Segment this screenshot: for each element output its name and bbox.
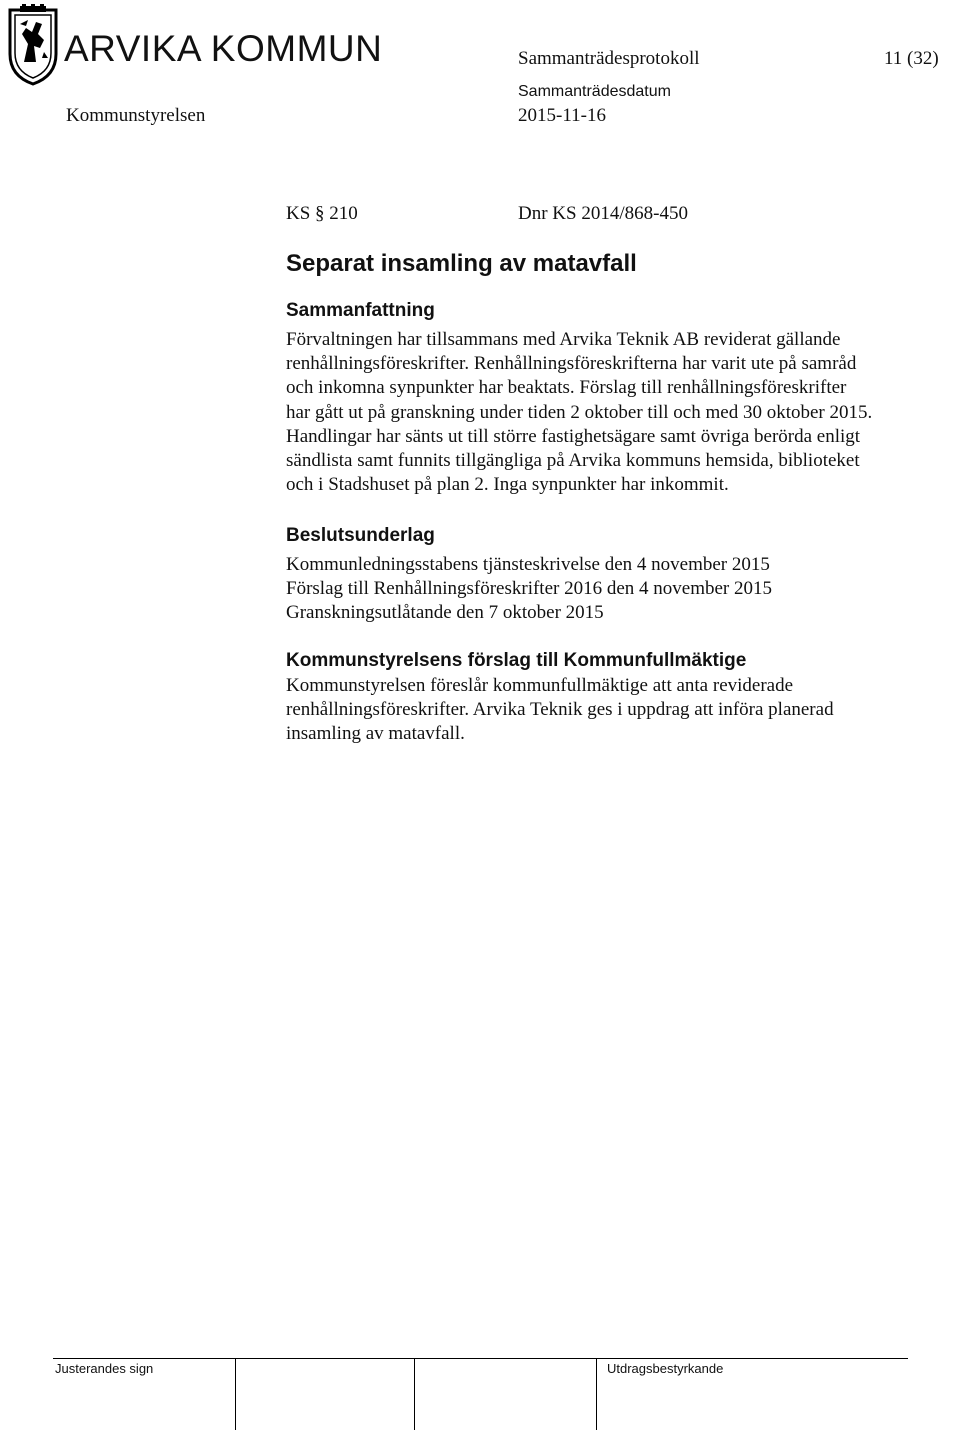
summary-line: Handlingar har sänts ut till större fastighetsägare samt övriga berörda enligt (286, 425, 861, 447)
page-number: 11 (32) (884, 48, 939, 69)
basis-heading: Beslutsunderlag (286, 525, 435, 546)
sign-label: Justerandes sign (55, 1361, 154, 1376)
summary-line: Förvaltningen har tillsammans med Arvika Teknik AB reviderat gällande (286, 329, 841, 350)
summary-line: sändlista samt funnits tillgängliga på Arvika kommuns hemsida, biblioteket (286, 450, 860, 472)
footer-divider (53, 1358, 908, 1359)
basis-item: Förslag till Renhållningsföreskrifter 2016 den 4 november 2015 (286, 578, 772, 600)
document-type: Sammanträdesprotokoll (518, 48, 700, 69)
basis-list (286, 553, 936, 626)
case-number-value: 210 (329, 203, 358, 224)
proposal-text (286, 674, 936, 747)
case-prefix: KS (286, 203, 311, 224)
case-title: Separat insamling av matavfall (286, 250, 637, 277)
meeting-date: 2015-11-16 (518, 105, 606, 126)
footer-divider-vertical (414, 1358, 415, 1430)
section-symbol: § (315, 203, 325, 224)
body-name: Kommunstyrelsen (66, 105, 206, 126)
summary-line: och i Stadshuset på plan 2. Inga synpunkter har inkommit. (286, 474, 729, 496)
organization-name: ARVIKA KOMMUN (64, 28, 383, 69)
footer-divider-vertical (235, 1358, 236, 1430)
case-dnr: Dnr KS 2014/868-450 (518, 203, 688, 224)
date-label: Sammanträdesdatum (518, 83, 671, 100)
proposal-line: Kommunstyrelsen föreslår kommunfullmäktige att anta reviderade (286, 675, 794, 696)
summary-text (286, 328, 936, 497)
proposal-line: insamling av matavfall. (286, 723, 465, 745)
certify-label: Utdragsbestyrkande (607, 1361, 724, 1376)
basis-item: Kommunledningsstabens tjänsteskrivelse den 4 november 2015 (286, 554, 770, 575)
proposal-line: renhållningsföreskrifter. Arvika Teknik ges i uppdrag att införa planerad (286, 699, 834, 721)
summary-line: har gått ut på granskning under tiden 2 oktober till och med 30 oktober 2015. (286, 401, 873, 423)
summary-heading: Sammanfattning (286, 300, 435, 321)
footer-divider-vertical (596, 1358, 597, 1430)
municipal-coat-of-arms-icon (6, 4, 60, 86)
case-number (286, 203, 358, 225)
summary-line: renhållningsföreskrifter. Renhållningsföreskrifterna har varit ute på samråd (286, 353, 857, 375)
proposal-heading: Kommunstyrelsens förslag till Kommunfullmäktige (286, 650, 747, 671)
summary-line: och inkomna synpunkter har beaktats. Förslag till renhållningsföreskrifter (286, 377, 847, 399)
basis-item: Granskningsutlåtande den 7 oktober 2015 (286, 602, 604, 624)
